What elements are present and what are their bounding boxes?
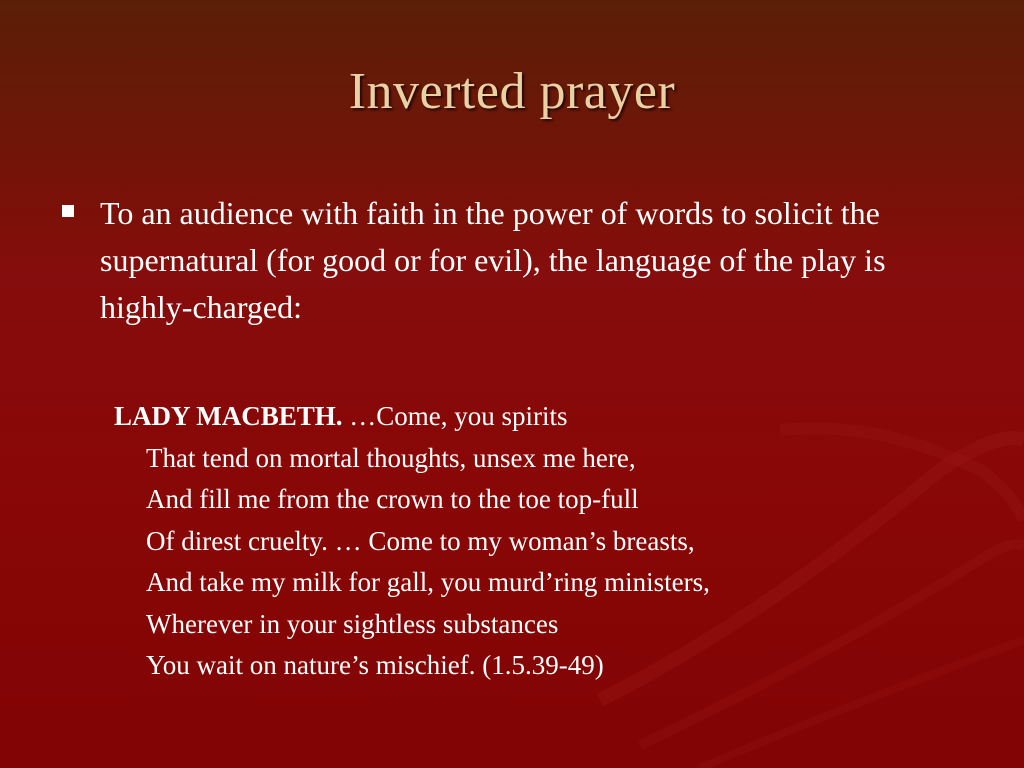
verse-line: Wherever in your sightless substances — [146, 608, 559, 639]
quotation-block — [114, 396, 974, 687]
square-bullet-icon — [62, 205, 74, 217]
bullet-text: To an audience with faith in the power of words to solicit the supernatural (for good or for evil), the language of the play is highly-charged: — [100, 195, 886, 325]
verse-line: You wait on nature’s mischief. (1.5.39-49) — [146, 650, 604, 680]
verse-line: And fill me from the crown to the toe top-full — [146, 484, 639, 514]
quote-opening: …Come, you spirits — [342, 401, 568, 431]
verse-line: And take my milk for gall, you murd’ring ministers, — [146, 567, 710, 597]
speaker-name: LADY MACBETH. — [114, 401, 343, 431]
verse-line: Of direst cruelty. … Come to my woman’s breasts, — [146, 525, 695, 556]
verse-line: That tend on mortal thoughts, unsex me here, — [146, 442, 636, 473]
bullet-item — [62, 190, 972, 331]
quote-first-line — [114, 396, 974, 438]
slide-title: Inverted prayer — [348, 63, 676, 120]
